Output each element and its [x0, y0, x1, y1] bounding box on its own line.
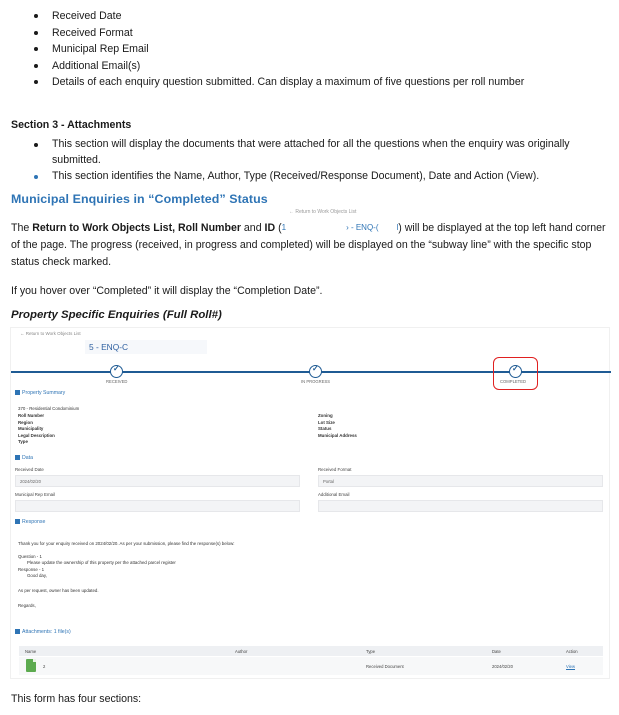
return-link[interactable]: ← Return to Work Objects List [20, 331, 81, 336]
property-type-line: 370 - Residential Condominium [18, 406, 80, 411]
received-date-label: Received Date [15, 467, 44, 472]
field-list [32, 8, 524, 91]
document-icon [26, 659, 36, 672]
additional-email-label: Additional Email [318, 492, 350, 497]
ghost-return-link: ← Return to Work Objects List [289, 209, 357, 215]
list-item: Additional Email(s) [32, 58, 524, 75]
redacted-id-a: 1 [281, 223, 287, 232]
response-line: Regards, [18, 603, 36, 608]
property-summary-header: Property Summary [15, 390, 65, 396]
table-row: 2 Received Document 2024/02/20 View [19, 657, 603, 675]
rep-email-field[interactable] [15, 500, 300, 512]
received-format-field[interactable]: Portal [318, 475, 603, 487]
view-link[interactable]: View [566, 664, 576, 669]
list-item: This section identifies the Name, Author, Type (Received/Response Document), Date and Action (View). [32, 169, 612, 185]
received-format-label: Received Format [318, 467, 352, 472]
response-line: Good day, [27, 573, 47, 578]
completed-highlight [493, 357, 538, 390]
response-line: Question - 1 [18, 554, 42, 559]
edit-icon [15, 455, 20, 460]
received-date-field[interactable]: 2024/02/20 [15, 475, 300, 487]
response-line: As per request, owner has been updated. [18, 588, 99, 593]
paperclip-icon [15, 629, 20, 634]
home-icon [15, 390, 20, 395]
attachments-bullets [32, 137, 612, 186]
response-line: Response - 1 [18, 567, 45, 572]
list-item: This section will display the documents that were attached for all the questions when the enquiry was originally submitted. [32, 137, 612, 168]
property-left-labels: Roll Number Region Municipality Legal Description Type [18, 413, 55, 445]
enquiry-id-title: 5 - ENQ-C [89, 342, 129, 352]
attachments-table-header: Name Author Type Date Action [19, 646, 603, 656]
response-header: Response [15, 519, 45, 525]
response-line: Thank you for your enquiry received on 2024/02/20. As per your submission, please find the response(s) below: [18, 541, 235, 546]
response-line: Please update the ownership of this property per the attached parcel register [27, 560, 176, 565]
hover-paragraph: If you hover over “Completed” it will display the “Completion Date”. [11, 285, 323, 297]
list-item: Received Format [32, 25, 524, 42]
rep-email-label: Municipal Rep Email [15, 492, 56, 497]
check-icon: ✓ [113, 364, 120, 373]
intro-paragraph: The Return to Work Objects List, Roll Number and ID (1 › - ENQ-( l) will be displayed at the top left hand corner of the page. The progress (received, in progress and completed) will be displayed on the “subway line” with the specific stop status check marked. [11, 219, 611, 271]
section-heading: Municipal Enquiries in “Completed” Status [11, 192, 268, 206]
stage-label: IN PROGRESS [301, 379, 331, 384]
list-item: Received Date [32, 8, 524, 25]
stop-received[interactable] [110, 365, 123, 378]
check-icon: ✓ [512, 364, 519, 373]
attachments-header: Attachments: 1 file(s) [15, 629, 71, 635]
redacted-id-b: › - ENQ-( [346, 223, 379, 232]
list-item: Municipal Rep Email [32, 41, 524, 58]
additional-email-field[interactable] [318, 500, 603, 512]
footer-text: This form has four sections: [11, 693, 142, 705]
stage-label: RECEIVED [106, 379, 128, 384]
subheading: Property Specific Enquiries (Full Roll#) [11, 309, 222, 321]
check-icon: ✓ [312, 364, 319, 373]
property-right-labels: Zoning Lot Size Status Municipal Address [318, 413, 357, 438]
envelope-icon [15, 519, 20, 524]
stage-label: COMPLETED [500, 379, 527, 384]
section-3-title: Section 3 - Attachments [11, 119, 132, 131]
list-item: Details of each enquiry question submitted. Can display a maximum of five questions per roll number [32, 74, 524, 91]
data-header: Data [15, 455, 33, 461]
enquiry-screenshot [10, 327, 610, 679]
stop-in-progress[interactable] [309, 365, 322, 378]
redacted-id-c: l [396, 223, 399, 232]
